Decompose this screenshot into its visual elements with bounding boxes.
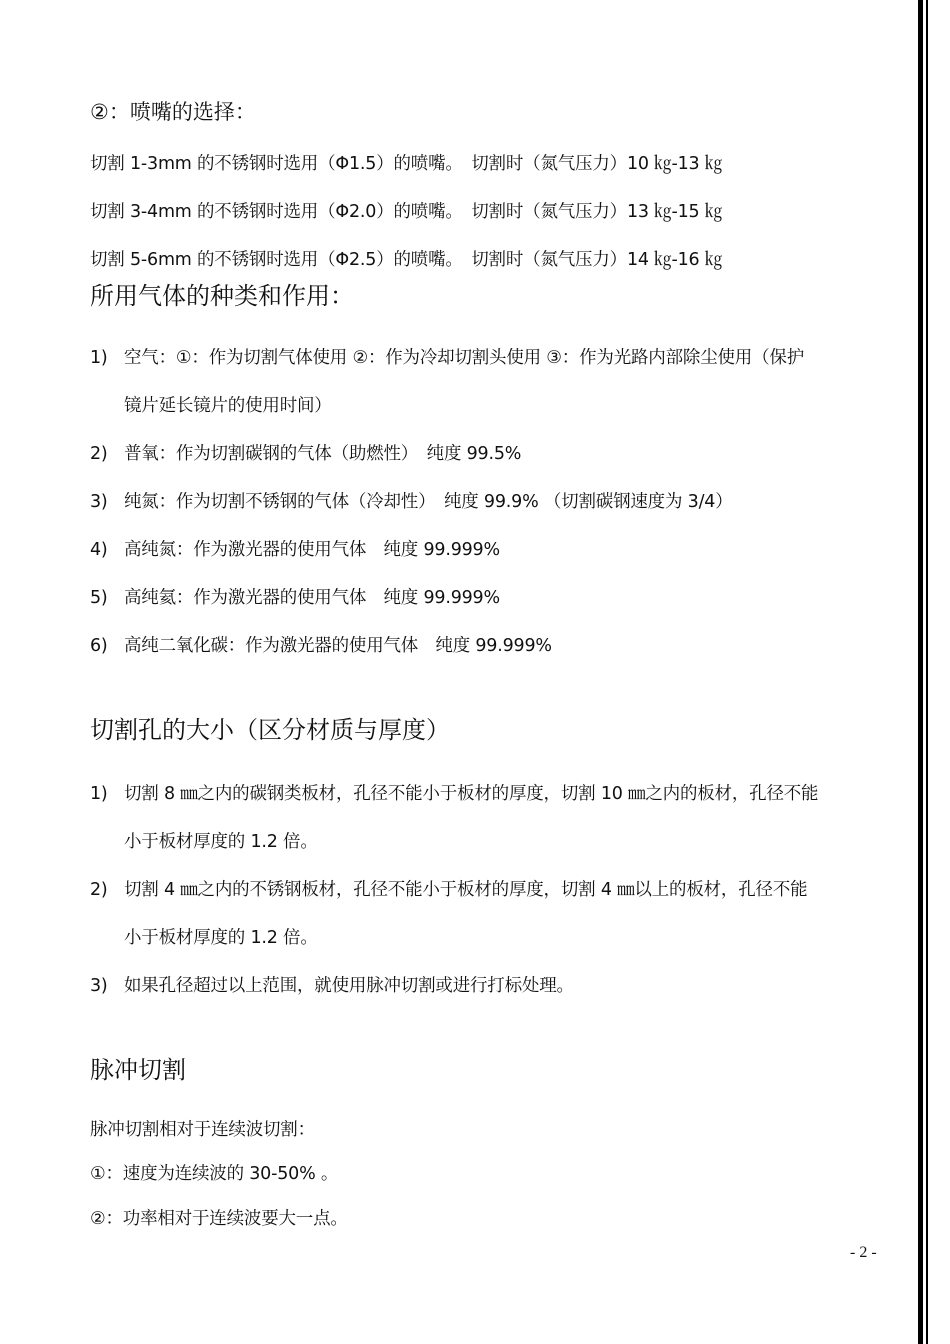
list-item-text: 空气：①：作为切割气体使用 ②：作为冷却切割头使用 ③：作为光路内部除尘使用（保护 — [124, 348, 804, 368]
gases-section-title: 所用气体的种类和作用： — [90, 282, 354, 310]
gas-list-item-3 — [90, 490, 733, 514]
gas-list-item-1-continued: 镜片延长镜片的使用时间） — [124, 396, 332, 416]
list-item-text: 切割 4 ㎜之内的不锈钢板材，孔径不能小于板材的厚度，切割 4 ㎜以上的板材，孔径不能 — [124, 880, 808, 900]
page-edge-border — [918, 0, 923, 1344]
pulse-line-3: ②：功率相对于连续波要大一点。 — [90, 1209, 348, 1229]
list-number: 1) — [90, 784, 108, 804]
hole-list-item-1-continued: 小于板材厚度的 1.2 倍。 — [124, 832, 318, 852]
gas-list-item-1 — [90, 346, 804, 370]
holes-section-title: 切割孔的大小（区分材质与厚度） — [90, 716, 450, 744]
list-number: 2) — [90, 880, 108, 900]
list-number: 3) — [90, 976, 108, 996]
list-number: 6) — [90, 636, 108, 656]
hole-list-item-2-continued: 小于板材厚度的 1.2 倍。 — [124, 928, 318, 948]
gas-list-item-2 — [90, 442, 521, 466]
list-number: 5) — [90, 588, 108, 608]
list-number: 4) — [90, 540, 108, 560]
list-number: 3) — [90, 492, 108, 512]
list-item-text: 高纯二氧化碳：作为激光器的使用气体 纯度 99.999% — [124, 636, 552, 656]
page-edge-border-thin — [926, 0, 928, 1344]
page-number: - 2 - — [850, 1244, 877, 1261]
list-number: 2) — [90, 444, 108, 464]
nozzle-section-title: ②：喷嘴的选择： — [90, 100, 256, 124]
gas-list-item-6 — [90, 634, 552, 658]
list-item-text: 普氧：作为切割碳钢的气体（助燃性） 纯度 99.5% — [124, 444, 522, 464]
hole-list-item-2 — [90, 878, 807, 902]
list-item-text: 高纯氮：作为激光器的使用气体 纯度 99.999% — [124, 540, 500, 560]
gas-list-item-5 — [90, 586, 500, 610]
pulse-section-title: 脉冲切割 — [90, 1056, 186, 1084]
list-item-text: 如果孔径超过以上范围，就使用脉冲切割或进行打标处理。 — [124, 976, 574, 996]
hole-list-item-1 — [90, 782, 818, 806]
nozzle-line-2: 切割 3-4mm 的不锈钢时选用（Φ2.0）的喷嘴。 切割时（氮气压力）13 ㎏-15 ㎏ — [90, 202, 723, 222]
list-number: 1) — [90, 348, 108, 368]
pulse-line-1: 脉冲切割相对于连续波切割： — [90, 1120, 315, 1140]
gas-list-item-4 — [90, 538, 500, 562]
pulse-line-2: ①：速度为连续波的 30-50% 。 — [90, 1164, 339, 1184]
nozzle-line-1: 切割 1-3mm 的不锈钢时选用（Φ1.5）的喷嘴。 切割时（氮气压力）10 ㎏-13 ㎏ — [90, 154, 723, 174]
list-item-text: 切割 8 ㎜之内的碳钢类板材，孔径不能小于板材的厚度，切割 10 ㎜之内的板材，孔径不能 — [124, 784, 819, 804]
list-item-text: 纯氮：作为切割不锈钢的气体（冷却性） 纯度 99.9% （切割碳钢速度为 3/4） — [124, 492, 733, 512]
list-item-text: 高纯氦：作为激光器的使用气体 纯度 99.999% — [124, 588, 500, 608]
hole-list-item-3 — [90, 974, 574, 998]
nozzle-line-3: 切割 5-6mm 的不锈钢时选用（Φ2.5）的喷嘴。 切割时（氮气压力）14 ㎏-16 ㎏ — [90, 250, 723, 270]
